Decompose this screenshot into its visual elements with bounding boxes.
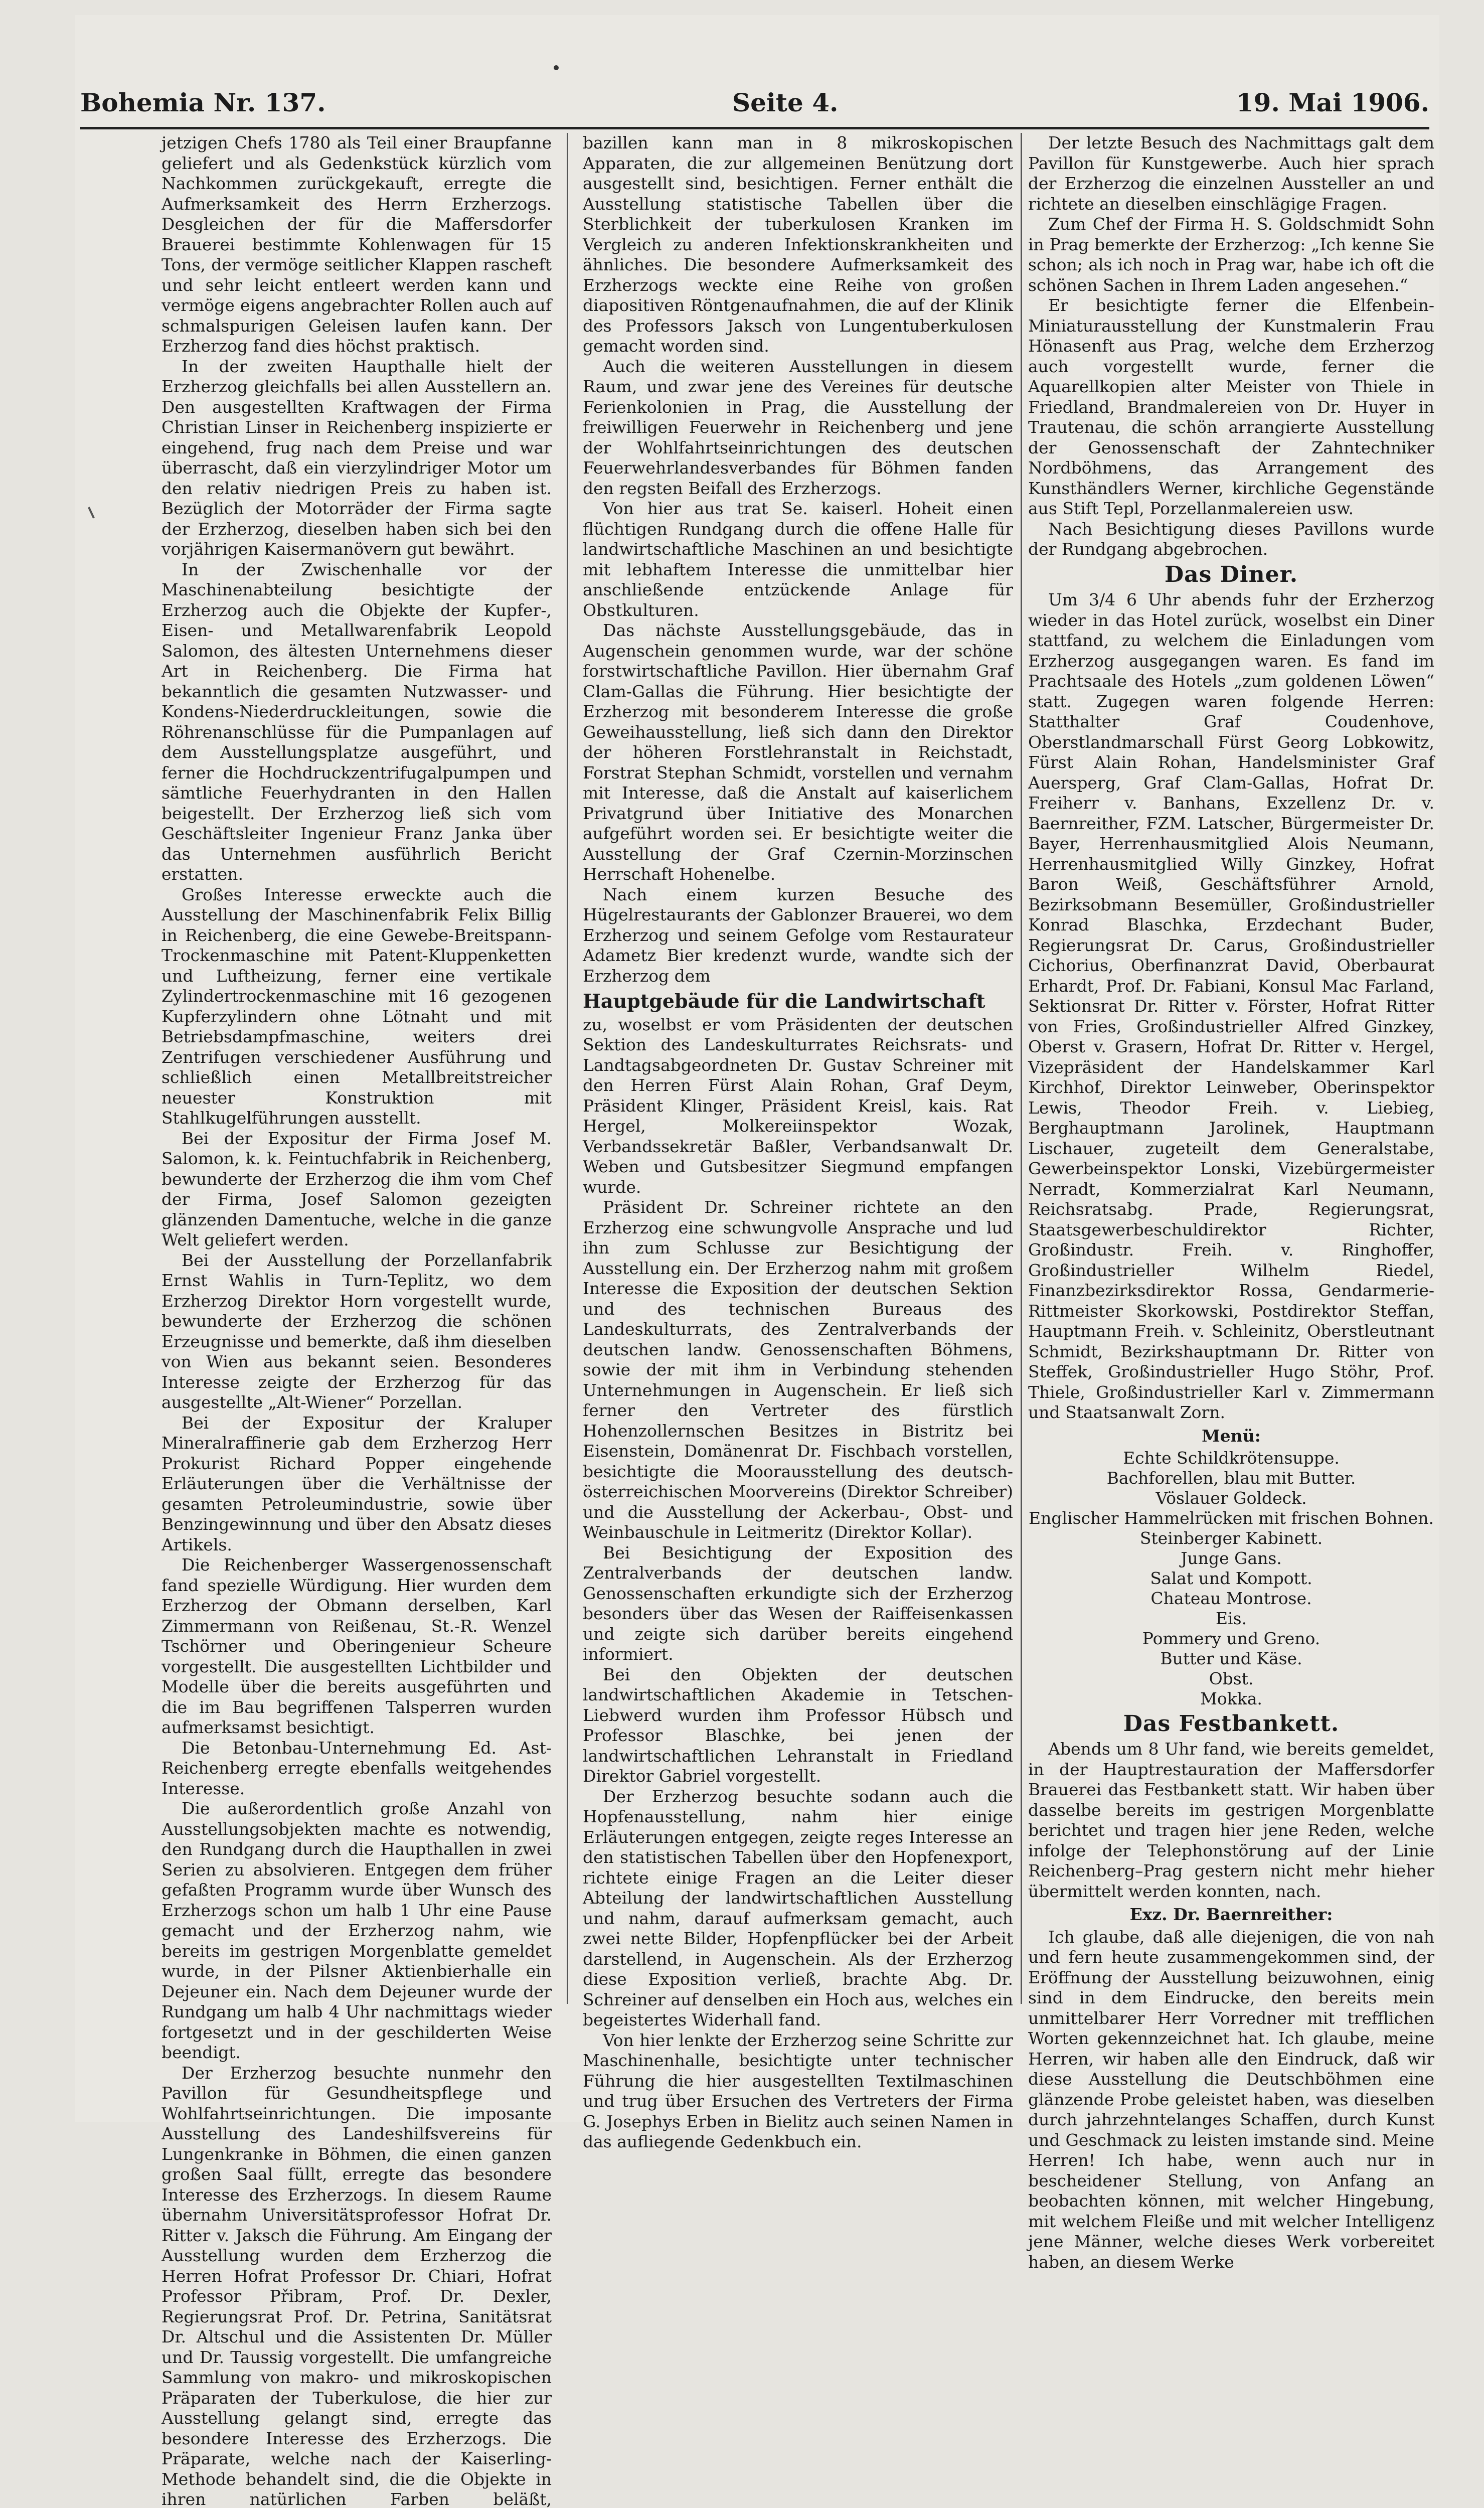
paragraph: Der Erzherzog besuchte sodann auch die Hopfenausstellung, nahm hier einige Erläuterungen entgegen, zeigte reges Interesse an den statistischen Tabellen über den Hopfenexport, richtete einige Fragen an die Leiter dieser Abteilung der landwirtschaftlichen Ausstellung und nahm, darauf aufmerksam gemacht, auch zwei nette Bilder, Hopfenpflücker bei der Arbeit darstellend, in Augenschein. Als der Erzherzog diese Exposition verließ, brachte Abg. Dr. Schreiner auf denselben ein Hoch aus, welches ein begeistertes Widerhall fand. [583, 1787, 1013, 2030]
paragraph: Abends um 8 Uhr fand, wie bereits gemeldet, in der Hauptrestauration der Maffersdorfer Brauerei das Festbankett statt. Wir haben über dasselbe bereits im gestrigen Morgenblatte berichtet und tragen hier jene Reden, welche infolge der Telephonstörung auf der Linie Reichenberg–Prag gestern nicht mehr hieher übermittelt werden konnten, nach. [1028, 1739, 1434, 1902]
section-heading-festbankett: Das Festbankett. [1028, 1714, 1434, 1735]
masthead [80, 88, 1429, 133]
paragraph: Nach einem kurzen Besuche des Hügelrestaurants der Gablonzer Brauerei, wo dem Erzherzog und seinem Gefolge vom Restaurateur Adametz Bier kredenzt wurde, wandte sich der Erzherzog dem [583, 885, 1013, 987]
paragraph: Großes Interesse erweckte auch die Ausstellung der Maschinenfabrik Felix Billig in Reichenberg, die eine Gewebe-Breitspann-Trockenmaschine mit Patent-Kluppenketten und Luftheizung, ferner eine vertikale Zylindertrockenmaschine mit 16 gezogenen Kupferzylindern ohne Lötnaht und mit Betriebsdampfmaschine, weiters drei Zentrifugen verschiedener Ausführung und schließlich einen Metallbreitstreicher neuester Konstruktion mit Stahlkugelführungen ausstellt. [161, 885, 552, 1129]
menu-item: Salat und Kompott. [1028, 1569, 1434, 1589]
paragraph: Das nächste Ausstellungsgebäude, das in Augenschein genommen wurde, war der schöne forstwirtschaftliche Pavillon. Hier übernahm Graf Clam-Gallas die Führung. Hier besichtigte der Erzherzog mit besonderem Interesse die große Geweihausstellung, ließ sich dann den Direktor der höheren Forstlehranstalt in Reichstadt, Forstrat Stephan Schmidt, vorstellen und vernahm mit Interesse, daß die Anstalt auf kaiserlichem Privatgrund über Initiative des Monarchen aufgeführt worden sei. Er besichtigte weiter die Ausstellung der Graf Czernin-Morzinschen Herrschaft Hohenelbe. [583, 620, 1013, 885]
section-heading-diner: Das Diner. [1028, 565, 1434, 585]
menu-title: Menü: [1028, 1426, 1434, 1446]
paragraph: Auch die weiteren Ausstellungen in diesem Raum, und zwar jene des Vereines für deutsche Ferienkolonien in Prag, die Ausstellung der freiwilligen Feuerwehr in Reichenberg und jene der Wohlfahrtseinrichtungen des deutschen Feuerwehrlandesverbandes für Böhmen fanden den regsten Beifall des Erzherzogs. [583, 357, 1013, 499]
paragraph: Der letzte Besuch des Nachmittags galt dem Pavillon für Kunstgewerbe. Auch hier sprach der Erzherzog die einzelnen Aussteller an und richtete an dieselben einschlägige Fragen. [1028, 133, 1434, 214]
menu-item: Eis. [1028, 1609, 1434, 1629]
menu-item: Chateau Montrose. [1028, 1589, 1434, 1609]
column-2 [583, 133, 1013, 2009]
menu-item: Englischer Hammelrücken mit frischen Bohnen. [1028, 1508, 1434, 1528]
menu [1028, 1426, 1434, 1709]
paragraph: In der zweiten Haupthalle hielt der Erzherzog gleichfalls bei allen Ausstellern an. Den ausgestellten Kraftwagen der Firma Christian Linser in Reichenberg inspizierte er eingehend, frug nach dem Preise und war überrascht, daß ein vierzylindriger Motor um den relativ niedrigen Preis zu haben ist. Bezüglich der Motorräder der Firma sagte der Erzherzog, dieselben haben sich bei den vorjährigen Kaisermanövern gut bewährt. [161, 357, 552, 560]
menu-item: Mokka. [1028, 1689, 1434, 1709]
menu-item: Echte Schildkrötensuppe. [1028, 1448, 1434, 1468]
paragraph: Bei der Expositur der Firma Josef M. Salomon, k. k. Feintuchfabrik in Reichenberg, bewunderte der Erzherzog die ihm vom Chef der Firma, Josef Salomon gezeigten glänzenden Damentuche, welche in die ganze Welt geliefert werden. [161, 1129, 552, 1250]
paragraph: Von hier aus trat Se. kaiserl. Hoheit einen flüchtigen Rundgang durch die offene Halle für landwirtschaftliche Maschinen an und besichtigte mit lebhaftem Interesse die unmittelbar hier anschließende entzückende Anlage für Obstkulturen. [583, 499, 1013, 620]
paragraph: Der Erzherzog besuchte nunmehr den Pavillon für Gesundheitspflege und Wohlfahrtseinrichtungen. Die imposante Ausstellung des Landeshilfsvereins für Lungenkranke in Böhmen, die einen ganzen großen Saal füllt, erregte das besondere Interesse des Erzherzogs. In diesem Raume übernahm Universitätsprofessor Hofrat Dr. Ritter v. Jaksch die Führung. Am Eingang der Ausstellung wurden dem Erzherzog die Herren Hofrat Professor Dr. Chiari, Hofrat Professor Přibram, Prof. Dr. Dexler, Regierungsrat Prof. Dr. Petrina, Sanitätsrat Dr. Altschul und die Assistenten Dr. Müller und Dr. Taussig vorgestellt. Die umfangreiche Sammlung von makro- und mikroskopischen Präparaten der Tuberkulose, die hier zur Ausstellung gelangt sind, erregte das besondere Interesse des Erzherzogs. Die Präparate, welche nach der Kaiserling-Methode behandelt sind, die die Objekte in ihren natürlichen Farben beläßt, [161, 2063, 552, 2508]
ink-spot [554, 65, 559, 70]
paragraph: Präsident Dr. Schreiner richtete an den Erzherzog eine schwungvolle Ansprache und lud ihn zum Schlusse zur Besichtigung der Ausstellung ein. Der Erzherzog nahm mit großem Interesse die Exposition der deutschen Sektion und des technischen Bureaus des Landeskulturrats, des Zentralverbands der deutschen landw. Genossenschaften Böhmens, sowie der mit ihm in Verbindung stehenden Unternehmungen in Augenschein. Er ließ sich ferner den Vertreter des fürstlich Hohenzollernschen Besitzes in Bistritz bei Eisenstein, Domänenrat Dr. Fischbach vorstellen, besichtigte die Moorausstellung des deutsch-österreichischen Moorvereins (Direktor Schreiber) und die Ausstellung der Ackerbau-, Obst- und Weinbauschule in Leitmeritz (Direktor Kollar). [583, 1197, 1013, 1543]
column-1 [161, 133, 552, 2009]
column-3 [1028, 133, 1434, 2009]
menu-item: Pommery und Greno. [1028, 1629, 1434, 1649]
paragraph: Die außerordentlich große Anzahl von Ausstellungsobjekten machte es notwendig, den Rundgang durch die Haupthallen in zwei Serien zu absolvieren. Entgegen dem früher gefaßten Programm wurde über Wunsch des Erzherzogs schon um halb 1 Uhr eine Pause gemacht und der Erzherzog nahm, wie bereits im gestrigen Morgenblatte gemeldet wurde, in der Pilsner Aktienbierhalle ein Dejeuner ein. Nach dem Dejeuner wurde der Rundgang um halb 4 Uhr nachmittags wieder fortgesetzt und in der geschilderten Weise beendigt. [161, 1799, 552, 2063]
paragraph: Ich glaube, daß alle diejenigen, die von nah und fern heute zusammengekommen sind, der Eröffnung der Ausstellung beizuwohnen, einig sind in dem Eindrucke, den bereits mein unmittelbarer Herr Vorredner mit trefflichen Worten gekennzeichnet hat. Ich glaube, meine Herren, wir haben alle den Eindruck, daß wir diese Ausstellung die Deutschböhmen eine glänzende Probe geleistet haben, was dieselben durch jahrzehntelanges Schaffen, durch Kunst und Geschmack zu leisten imstande sind. Meine Herren! Ich habe, wenn auch nur in bescheidener Stellung, von Anfang an beobachten können, mit welcher Hingebung, mit welchem Fleiße und mit welcher Intelligenz jene Männer, welche dieses Werk vorbereitet haben, an diesem Werke [1028, 1927, 1434, 2273]
menu-item: Bachforellen, blau mit Butter. [1028, 1468, 1434, 1488]
paragraph: In der Zwischenhalle vor der Maschinenabteilung besichtigte der Erzherzog auch die Objekte der Kupfer-, Eisen- und Metallwarenfabrik Leopold Salomon, des ältesten Unternehmens dieser Art in Reichenberg. Die Firma hat bekanntlich die gesamten Nutzwasser- und Kondens-Niederdruckleitungen, sowie die Röhrenanschlüsse für die Pumpanlagen auf dem Ausstellungsplatze ausgeführt, und ferner die Hochdruckzentrifugalpumpen und sämtliche Feuerhydranten in den Hallen beigestellt. Der Erzherzog ließ sich vom Geschäftsleiter Ingenieur Franz Janka über das Unternehmen ausführlich Bericht erstatten. [161, 560, 552, 885]
paragraph: Bei der Expositur der Kraluper Mineralraffinerie gab dem Erzherzog Herr Prokurist Richard Popper eingehende Erläuterungen über die Verhältnisse der gesamten Petroleumindustrie, sowie über Benzingewinnung und über den Absatz dieses Artikels. [161, 1413, 552, 1555]
menu-item: Junge Gans. [1028, 1548, 1434, 1569]
header-rule [80, 127, 1429, 129]
section-heading: Hauptgebäude für die Landwirtschaft [583, 991, 1013, 1012]
menu-item: Vöslauer Goldeck. [1028, 1488, 1434, 1508]
paragraph: Von hier lenkte der Erzherzog seine Schritte zur Maschinenhalle, besichtigte unter technischer Führung die hier ausgestellten Textilmaschinen und trug über Ersuchen des Vertreters der Firma G. Josephys Erben in Bielitz auch seinen Namen in das aufliegende Gedenkbuch ein. [583, 2030, 1013, 2152]
masthead-issue: Bohemia Nr. 137. [80, 88, 326, 117]
paragraph: Um 3/4 6 Uhr abends fuhr der Erzherzog wieder in das Hotel zurück, woselbst ein Diner stattfand, zu welchem die Einladungen vom Erzherzog ausgegangen waren. Es fand im Prachtsaale des Hotels „zum goldenen Löwen“ statt. Zugegen waren folgende Herren: Statthalter Graf Coudenhove, Oberstlandmarschall Fürst Georg Lobkowitz, Fürst Alain Rohan, Handelsminister Graf Auersperg, Graf Clam-Gallas, Hofrat Dr. Freiherr v. Banhans, Exzellenz Dr. v. Baernreither, FZM. Latscher, Bürgermeister Dr. Bayer, Herrenhausmitglied Alois Neumann, Herrenhausmitglied Willy Ginzkey, Hofrat Baron Weiß, Geschäftsführer Arnold, Bezirksobmann Besemüller, Großindustrieller Konrad Blaschka, Erzdechant Buder, Regierungsrat Dr. Carus, Großindustrieller Cichorius, Oberfinanzrat David, Oberbaurat Erhardt, Prof. Dr. Fabiani, Konsul Mac Farland, Sektionsrat Dr. Ritter v. Förster, Hofrat Ritter von Fries, Großindustrieller Alfred Ginzkey, Oberst v. Grasern, Hofrat Dr. Ritter v. Hergel, Vizepräsident der Handelskammer Karl Kirchhof, Direktor Leinweber, Oberinspektor Lewis, Theodor Freih. v. Liebieg, Berghauptmann Jarolinek, Hauptmann Lischauer, zugeteilt dem Generalstabe, Gewerbeinspektor Lonski, Vizebürgermeister Nerradt, Kommerzialrat Karl Neumann, Reichsratsabg. Prade, Regierungsrat, Staatsgewerbeschuldirektor Richter, Großindustr. Freih. v. Ringhoffer, Großindustrieller Wilhelm Riedel, Finanzbezirksdirektor Rossa, Gendarmerie-Rittmeister Skorkowski, Postdirektor Steffan, Hauptmann Freih. v. Schleinitz, Oberstleutnant Schmidt, Bezirkshauptmann Dr. Ritter von Steffek, Großindustrieller Hugo Stöhr, Prof. Thiele, Großindustrieller Karl v. Zimmermann und Staatsanwalt Zorn. [1028, 590, 1434, 1423]
paragraph: Bei der Ausstellung der Porzellanfabrik Ernst Wahlis in Turn-Teplitz, wo dem Erzherzog Direktor Horn vorgestellt wurde, bewunderte der Erzherzog die schönen Erzeugnisse und bemerkte, daß ihm dieselben von Wien aus bekannt seien. Besonderes Interesse zeigte der Erzherzog für das ausgestellte „Alt-Wiener“ Porzellan. [161, 1250, 552, 1413]
menu-item: Obst. [1028, 1669, 1434, 1689]
menu-item: Butter und Käse. [1028, 1649, 1434, 1669]
masthead-page-number: Seite 4. [732, 88, 838, 117]
paragraph: Zum Chef der Firma H. S. Goldschmidt Sohn in Prag bemerkte der Erzherzog: „Ich kenne Sie schon; als ich noch in Prag war, habe ich oft die schönen Sachen in Ihrem Laden angesehen.“ [1028, 214, 1434, 295]
paragraph: Bei den Objekten der deutschen landwirtschaftlichen Akademie in Tetschen-Liebwerd wurden ihm Professor Hübsch und Professor Blaschke, bei jenen der landwirtschaftlichen Lehranstalt in Friedland Direktor Gabriel vorgestellt. [583, 1665, 1013, 1787]
paragraph: Die Reichenberger Wassergenossenschaft fand spezielle Würdigung. Hier wurden dem Erzherzog der Obmann derselben, Karl Zimmermann von Reißenau, St.-R. Wenzel Tschörner und Oberingenieur Scheure vorgestellt. Die ausgestellten Lichtbilder und Modelle über die bereits ausgeführten und die im Bau begriffenen Talsperren wurden aufmerksamst besichtigt. [161, 1555, 552, 1738]
menu-item: Steinberger Kabinett. [1028, 1528, 1434, 1548]
masthead-date: 19. Mai 1906. [1236, 88, 1429, 117]
paragraph: Er besichtigte ferner die Elfenbein-Miniaturausstellung der Kunstmalerin Frau Hönasenft aus Prag, welche dem Erzherzog auch vorgestellt wurde, ferner die Aquarellkopien alter Meister von Thiele in Friedland, Brandmalereien von Dr. Huyer in Trautenau, die schön arrangierte Ausstellung der Genossenschaft der Zahntechniker Nordböhmens, das Arrangement des Kunsthändlers Werner, kirchliche Gegenstände aus Stift Tepl, Porzellanmalereien usw. [1028, 295, 1434, 519]
paragraph: bazillen kann man in 8 mikroskopischen Apparaten, die zur allgemeinen Benützung dort ausgestellt sind, besichtigen. Ferner enthält die Ausstellung statistische Tabellen über die Sterblichkeit der tuberkulosen Kranken im Vergleich zu anderen Infektionskrankheiten und ähnliches. Die besondere Aufmerksamkeit des Erzherzogs weckte eine Reihe von großen diapositiven Röntgenaufnahmen, die auf der Klinik des Professors Jaksch von Lungentuberkulosen gemacht worden sind. [583, 133, 1013, 357]
column-divider [1021, 133, 1022, 2004]
speaker-name: Exz. Dr. Baernreither: [1028, 1905, 1434, 1925]
column-divider [567, 133, 568, 2004]
paragraph: zu, woselbst er vom Präsidenten der deutschen Sektion des Landeskulturrates Reichsrats- und Landtagsabgeordneten Dr. Gustav Schreiner mit den Herren Fürst Alain Rohan, Graf Deym, Präsident Klinger, Präsident Kreisl, kais. Rat Hergel, Molkereiinspektor Wozak, Verbandssekretär Baßler, Verbandsanwalt Dr. Weben und Gutsbesitzer Siegmund empfangen wurde. [583, 1015, 1013, 1198]
paragraph: Nach Besichtigung dieses Pavillons wurde der Rundgang abgebrochen. [1028, 519, 1434, 560]
paragraph: Bei Besichtigung der Exposition des Zentralverbands der deutschen landw. Genossenschaften erkundigte sich der Erzherzog besonders über das Wesen der Raiffeisenkassen und zeigte sich darüber bereits eingehend informiert. [583, 1543, 1013, 1665]
paragraph: Die Betonbau-Unternehmung Ed. Ast-Reichenberg erregte ebenfalls weitgehendes Interesse. [161, 1738, 552, 1799]
paragraph: jetzigen Chefs 1780 als Teil einer Braupfanne geliefert und als Gedenkstück kürzlich vom Nachkommen zurückgekauft, erregte die Aufmerksamkeit des Herrn Erzherzogs. Desgleichen der für die Maffersdorfer Brauerei bestimmte Kohlenwagen für 15 Tons, der vermöge seitlicher Klappen rascheft und sehr leicht entleert werden kann und vermöge eigens angebrachter Rollen auch auf schmalspurigen Geleisen laufen kann. Der Erzherzog fand dies höchst praktisch. [161, 133, 552, 357]
